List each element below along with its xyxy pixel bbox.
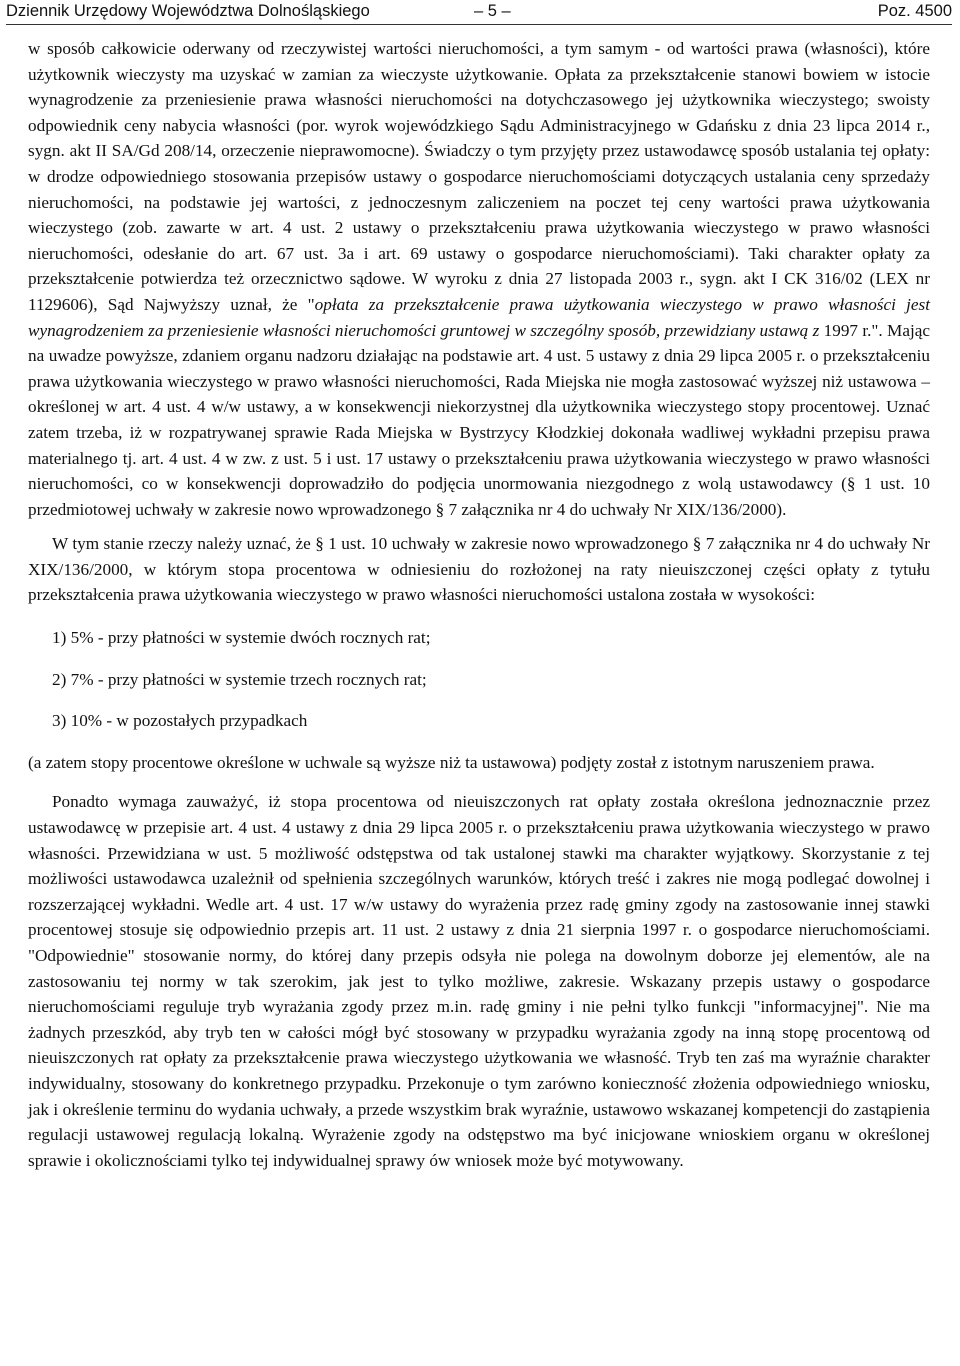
paragraph-1-text-a: w sposób całkowicie oderwany od rzeczywistej wartości nieruchomości, a tym samym - od wartości prawa (własności), które użytkownik wieczysty ma uzyskać w zamian za wieczyste użytkowanie. Opłata za przekształcenie stanowi bowiem w istocie wynagrodzenie za przeniesienie prawa własności nieruchomości na dotychczasowego jej użytkownika wieczystego; swoisty odpowiednik ceny nabycia własności (por. wyrok wojewódzkiego Sądu Administracyjnego w Gdańsku z dnia 23 lipca 2014 r., sygn. akt II SA/Gd 208/14, orzeczenie nieprawomocne). Świadczy o tym przyjęty przez ustawodawcę sposób ustalania tej opłaty: w drodze odpowiedniego stosowania przepisów ustawy o gospodarce nieruchomościami dotyczących ustalania ceny sprzedaży nieruchomości, na podstawie jej wartości, z jednoczesnym zaliczeniem na poczet tej ceny wartości prawa użytkowania wieczystego (zob. zawarte w art. 4 ust. 2 ustawy o przekształceniu prawa użytkowania wieczystego w prawo własności nieruchomości, odesłanie do art. 67 ust. 3a i art. 69 ustawy o gospodarce nieruchomościami). Taki charakter opłaty za przekształcenie potwierdza też orzecznictwo sądowe. W wyroku z dnia 27 listopada 2003 r., sygn. akt I CK 316/02 (LEX nr 1129606), Sąd Najwyższy uznał, że " xyxy=(28,39,930,314)
rate-list-item: 3) 10% - w pozostałych przypadkach xyxy=(52,711,308,731)
document-body xyxy=(28,36,930,1173)
court-quote: opłata za przekształcenie prawa użytkowania wieczystego w prawo własności jest wynagrodzeniem za przeniesienie własności nieruchomości gruntowej w szczególny sposób, przewidziany ustawą z xyxy=(28,294,930,340)
rate-list-item: 2) 7% - przy płatności w systemie trzech rocznych rat; xyxy=(52,669,427,689)
journal-title: Dziennik Urzędowy Województwa Dolnośląskiego xyxy=(6,2,370,20)
paragraph-3: (a zatem stopy procentowe określone w uchwale są wyższe niż ta ustawowa) podjęty został z istotnym naruszeniem prawa. xyxy=(28,752,875,772)
paragraph-2: W tym stanie rzeczy należy uznać, że § 1 ust. 10 uchwały w zakresie nowo wprowadzonego § 7 załącznika nr 4 do uchwały Nr XIX/136/2000, w którym stopa procentowa w odniesieniu do rozłożonej na raty nieuiszczonej części opłaty z tytułu przekształcenia prawa użytkowania wieczystego w prawo własności nieruchomości ustalona została w wysokości: xyxy=(28,534,930,605)
page-header xyxy=(6,0,952,25)
rate-list-item: 1) 5% - przy płatności w systemie dwóch rocznych rat; xyxy=(52,628,431,648)
paragraph-4: Ponadto wymaga zauważyć, iż stopa procentowa od nieuiszczonych rat opłaty została określona jednoznacznie przez ustawodawcę w przepisie art. 4 ust. 4 ustawy z dnia 29 lipca 2005 r. o przekształceniu prawa użytkowania wieczystego w prawo własności. Przewidziana w ust. 5 możliwość odstępstwa od tak ustalonej stawki ma charakter wyjątkowy. Skorzystanie z tej możliwości ustawodawca uzależnił od spełnienia szczególnych warunków, których treść i zakres nie mogą podlegać dowolnej i rozszerzającej wykładni. Wedle art. 4 ust. 17 w/w ustawy do wyrażenia przez radę gminy zgody na zastosowanie innej stawki procentowej stosuje się odpowiednio przepis art. 11 ust. 2 ustawy z dnia 21 sierpnia 1997 r. o gospodarce nieruchomościami. "Odpowiednie" stosowanie normy, do której dany przepis odsyła nie polega na dowolnym doborze jej elementów, ale na zastosowaniu tej normy w tak szerokim, jak jest to tylko możliwe, zakresie. Wskazany przepis ustawy o gospodarce nieruchomościami reguluje tryb wyrażania zgody przez m.in. radę gminy i nie pełni tylko funkcji "informacyjnej". Nie ma żadnych przeszkód, aby tryb ten w całości mógł być stosowany w przypadku wyrażania zgody na inną stopę procentową od nieuiszczonych rat opłaty za przekształcenie prawa wieczystego użytkowania we własność. Tryb ten zaś ma wyraźnie charakter indywidualny, stosowany do konkretnego przypadku. Przekonuje o tym zarówno konieczność złożenia odpowiedniego wniosku, jak i określenie terminu do wydania uchwały, a przede wszystkim brak wyraźnie, ustawowo wskazanej kompetencji do zastąpienia regulacji ustawowej regulacją lokalną. Wyrażenie zgody na odstępstwo ma być inicjowane wnioskiem organu w określonej sprawie i okolicznościami tylko tej indywidualnej sprawy ów wniosek może być motywowany. xyxy=(28,792,930,1170)
page-number: – 5 – xyxy=(474,2,511,20)
position-number: Poz. 4500 xyxy=(877,2,952,20)
paragraph-1-text-b: 1997 r.". Mając na uwadze powyższe, zdaniem organu nadzoru działając na podstawie art. 4 ust. 5 ustawy z dnia 29 lipca 2005 r. o przekształceniu prawa użytkowania wieczystego w prawo własności nieruchomości, Rada Miejska nie mogła zastosować wyższej niż ustawowa – określonej w art. 4 ust. 4 w/w ustawy, a w konsekwencji niekorzystnej dla użytkownika wieczystego stopy procentowej. Uznać zatem trzeba, iż w rozpatrywanej sprawie Rada Miejska w Bystrzycy Kłodzkiej dokonała wadliwej wykładni przepisu prawa materialnego tj. art. 4 ust. 4 w zw. z ust. 5 i ust. 17 ustawy o przekształceniu prawa użytkowania wieczystego w prawo własności nieruchomości, co w konsekwencji doprowadziło do podjęcia unormowania niezgodnego z wolą ustawodawcy (§ 1 ust. 10 przedmiotowej uchwały w zakresie nowo wprowadzonego § 7 załącznika nr 4 do uchwały Nr XIX/136/2000). xyxy=(28,320,930,519)
paragraph-1 xyxy=(28,36,930,522)
